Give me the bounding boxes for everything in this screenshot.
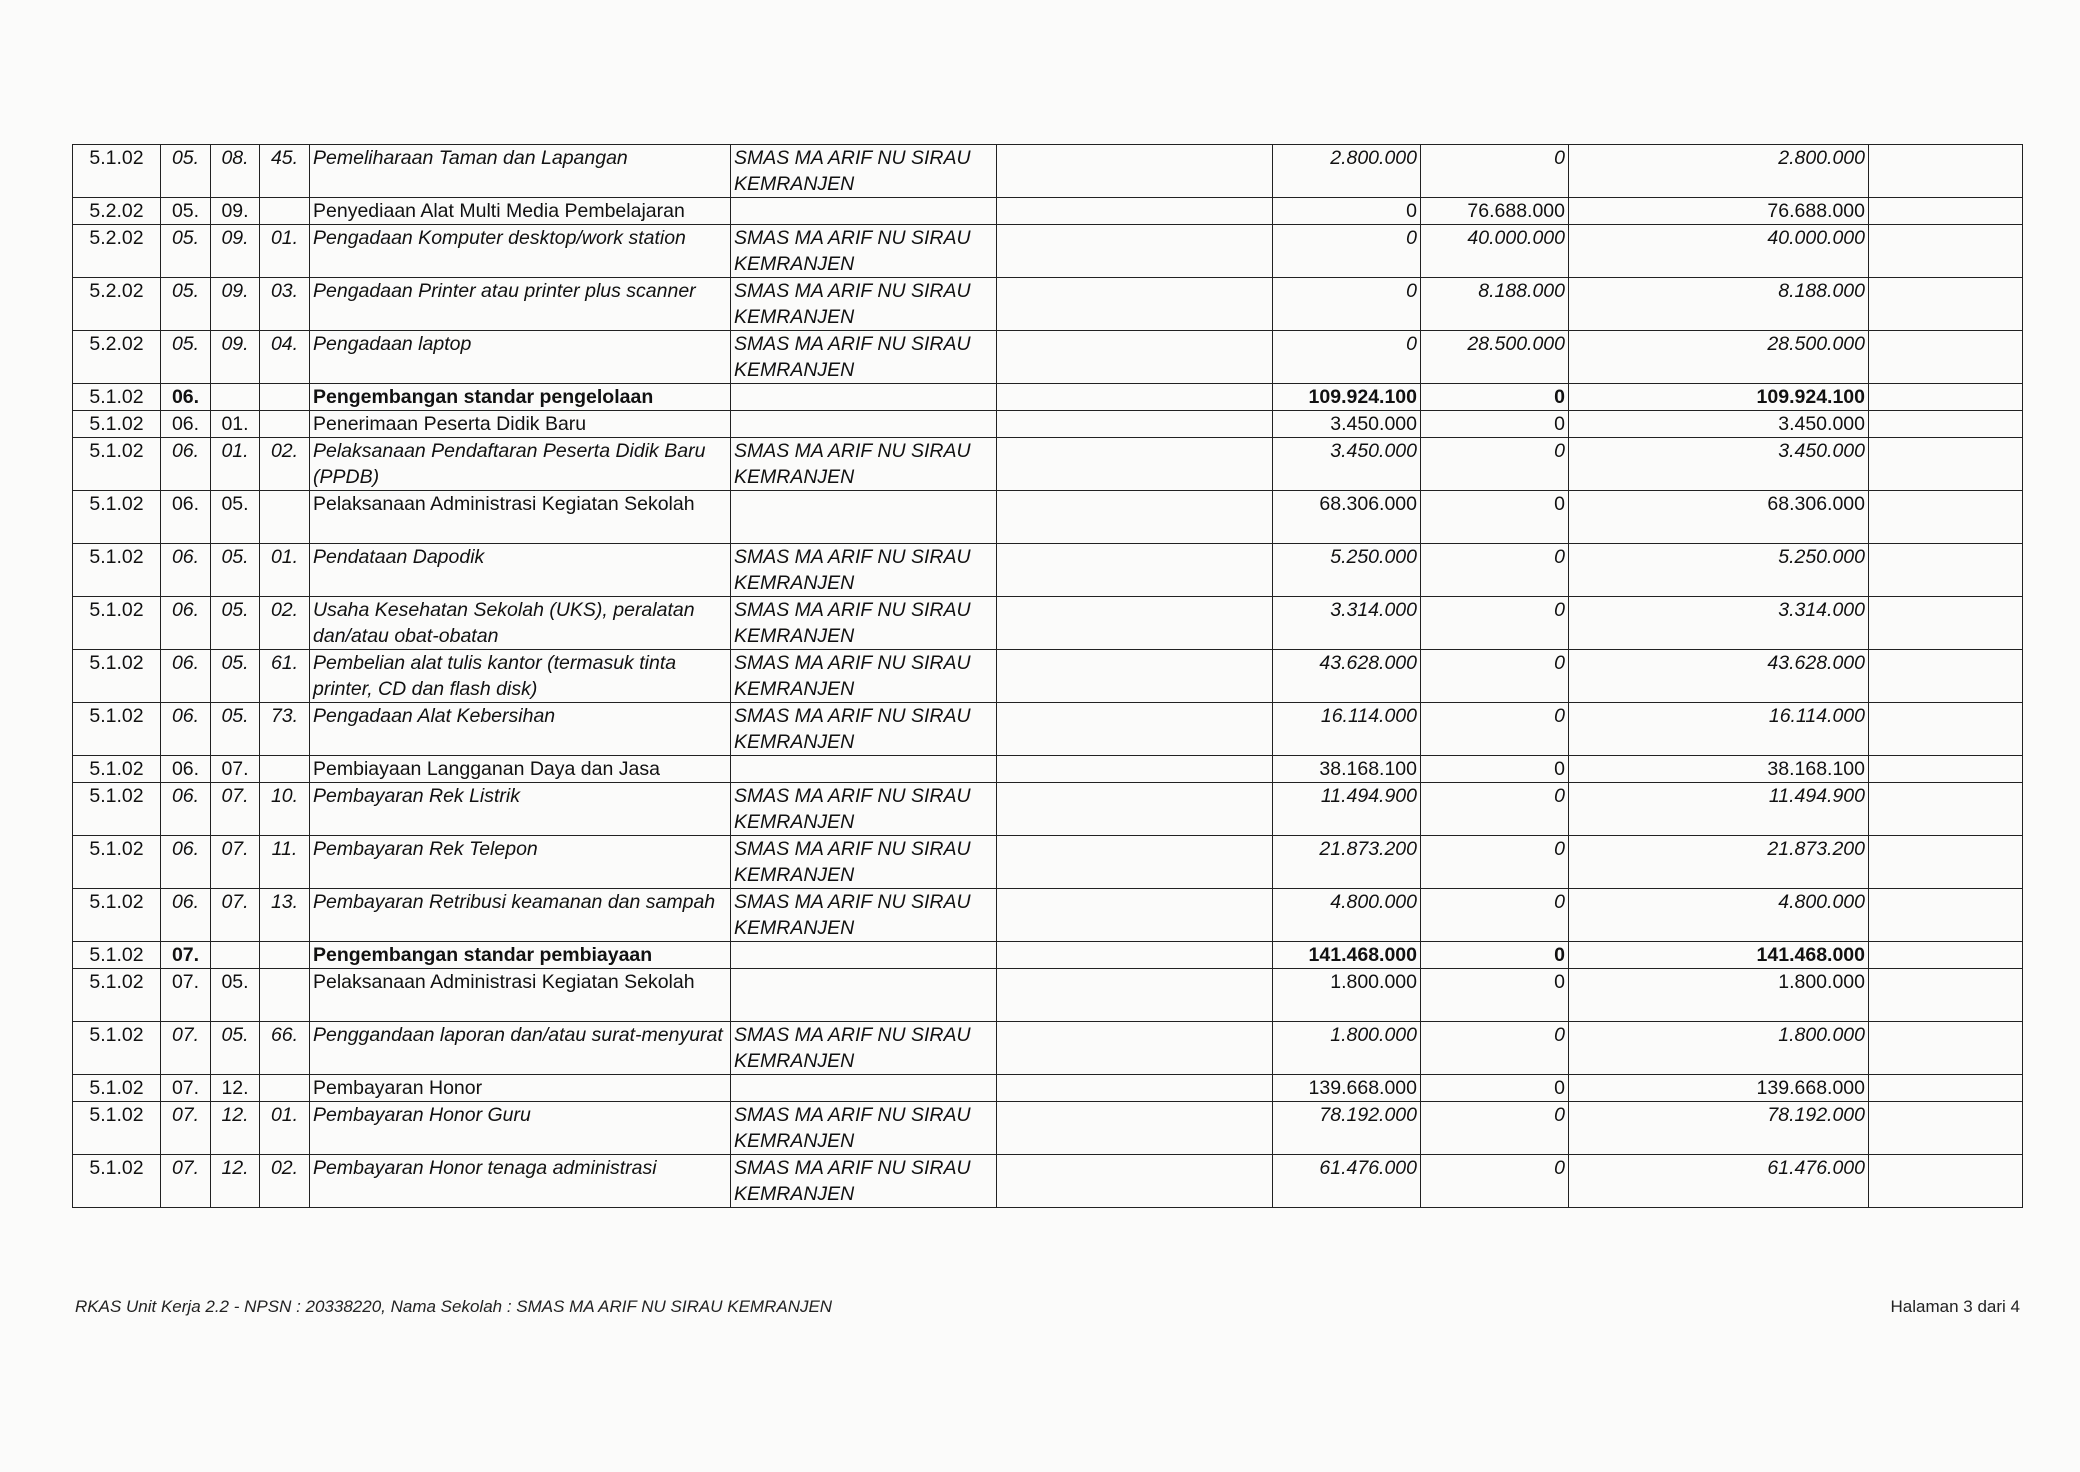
- table-row: [73, 411, 2023, 438]
- segment-2-cell: [211, 384, 260, 411]
- total-cell: 40.000.000: [1569, 225, 1869, 278]
- table-row: [73, 145, 2023, 198]
- segment-1-cell: 05.: [161, 331, 211, 384]
- remarks-cell: [1869, 942, 2023, 969]
- account-code-cell: 5.2.02: [73, 225, 161, 278]
- segment-2-cell: 05.: [211, 544, 260, 597]
- extra-cell: [997, 1102, 1273, 1155]
- segment-1-cell: 07.: [161, 969, 211, 1022]
- location-cell: SMAS MA ARIF NU SIRAU KEMRANJEN: [731, 1102, 997, 1155]
- segment-2-cell: 08.: [211, 145, 260, 198]
- segment-1-cell: 06.: [161, 384, 211, 411]
- total-cell: 141.468.000: [1569, 942, 1869, 969]
- remarks-cell: [1869, 650, 2023, 703]
- account-code-cell: 5.1.02: [73, 1102, 161, 1155]
- segment-2-cell: 05.: [211, 703, 260, 756]
- remarks-cell: [1869, 836, 2023, 889]
- extra-cell: [997, 942, 1273, 969]
- activity-cell: Pelaksanaan Administrasi Kegiatan Sekolah: [310, 491, 731, 544]
- amount-1-cell: 38.168.100: [1273, 756, 1421, 783]
- segment-3-cell: 73.: [260, 703, 310, 756]
- activity-cell: Pembayaran Rek Telepon: [310, 836, 731, 889]
- amount-2-cell: 0: [1421, 836, 1569, 889]
- segment-3-cell: 66.: [260, 1022, 310, 1075]
- segment-1-cell: 06.: [161, 756, 211, 783]
- total-cell: 68.306.000: [1569, 491, 1869, 544]
- amount-2-cell: 0: [1421, 889, 1569, 942]
- total-cell: 5.250.000: [1569, 544, 1869, 597]
- extra-cell: [997, 1155, 1273, 1208]
- activity-cell: Pembelian alat tulis kantor (termasuk tinta printer, CD dan flash disk): [310, 650, 731, 703]
- location-cell: SMAS MA ARIF NU SIRAU KEMRANJEN: [731, 597, 997, 650]
- table-row: [73, 225, 2023, 278]
- remarks-cell: [1869, 783, 2023, 836]
- total-cell: 61.476.000: [1569, 1155, 1869, 1208]
- segment-3-cell: 02.: [260, 438, 310, 491]
- location-cell: [731, 384, 997, 411]
- activity-cell: Pengembangan standar pengelolaan: [310, 384, 731, 411]
- amount-2-cell: 0: [1421, 1155, 1569, 1208]
- activity-cell: Pembayaran Honor Guru: [310, 1102, 731, 1155]
- remarks-cell: [1869, 1102, 2023, 1155]
- amount-2-cell: 0: [1421, 544, 1569, 597]
- table-row: [73, 969, 2023, 1022]
- segment-3-cell: [260, 1075, 310, 1102]
- segment-1-cell: 06.: [161, 597, 211, 650]
- remarks-cell: [1869, 384, 2023, 411]
- segment-1-cell: 06.: [161, 650, 211, 703]
- segment-2-cell: 05.: [211, 969, 260, 1022]
- extra-cell: [997, 756, 1273, 783]
- activity-cell: Pelaksanaan Administrasi Kegiatan Sekolah: [310, 969, 731, 1022]
- segment-3-cell: 03.: [260, 278, 310, 331]
- table-body: [73, 145, 2023, 1208]
- total-cell: 2.800.000: [1569, 145, 1869, 198]
- total-cell: 139.668.000: [1569, 1075, 1869, 1102]
- account-code-cell: 5.1.02: [73, 783, 161, 836]
- location-cell: SMAS MA ARIF NU SIRAU KEMRANJEN: [731, 836, 997, 889]
- segment-2-cell: 12.: [211, 1102, 260, 1155]
- account-code-cell: 5.1.02: [73, 969, 161, 1022]
- account-code-cell: 5.1.02: [73, 384, 161, 411]
- amount-2-cell: 0: [1421, 384, 1569, 411]
- activity-cell: Pendataan Dapodik: [310, 544, 731, 597]
- amount-1-cell: 11.494.900: [1273, 783, 1421, 836]
- extra-cell: [997, 889, 1273, 942]
- remarks-cell: [1869, 969, 2023, 1022]
- table-row: [73, 198, 2023, 225]
- extra-cell: [997, 384, 1273, 411]
- remarks-cell: [1869, 198, 2023, 225]
- location-cell: SMAS MA ARIF NU SIRAU KEMRANJEN: [731, 544, 997, 597]
- location-cell: [731, 411, 997, 438]
- remarks-cell: [1869, 889, 2023, 942]
- amount-1-cell: 0: [1273, 278, 1421, 331]
- amount-1-cell: 16.114.000: [1273, 703, 1421, 756]
- extra-cell: [997, 438, 1273, 491]
- extra-cell: [997, 597, 1273, 650]
- total-cell: 11.494.900: [1569, 783, 1869, 836]
- extra-cell: [997, 198, 1273, 225]
- amount-2-cell: 0: [1421, 969, 1569, 1022]
- segment-2-cell: 05.: [211, 597, 260, 650]
- account-code-cell: 5.1.02: [73, 703, 161, 756]
- segment-2-cell: 12.: [211, 1075, 260, 1102]
- total-cell: 4.800.000: [1569, 889, 1869, 942]
- segment-1-cell: 06.: [161, 703, 211, 756]
- table-row: [73, 650, 2023, 703]
- table-row: [73, 1075, 2023, 1102]
- segment-2-cell: 07.: [211, 783, 260, 836]
- segment-1-cell: 06.: [161, 836, 211, 889]
- segment-3-cell: 11.: [260, 836, 310, 889]
- extra-cell: [997, 1022, 1273, 1075]
- segment-2-cell: 07.: [211, 756, 260, 783]
- amount-1-cell: 21.873.200: [1273, 836, 1421, 889]
- remarks-cell: [1869, 225, 2023, 278]
- amount-2-cell: 76.688.000: [1421, 198, 1569, 225]
- segment-2-cell: 05.: [211, 1022, 260, 1075]
- amount-1-cell: 109.924.100: [1273, 384, 1421, 411]
- account-code-cell: 5.1.02: [73, 942, 161, 969]
- extra-cell: [997, 650, 1273, 703]
- account-code-cell: 5.1.02: [73, 1022, 161, 1075]
- table-row: [73, 783, 2023, 836]
- segment-1-cell: 05.: [161, 225, 211, 278]
- table-row: [73, 1022, 2023, 1075]
- activity-cell: Usaha Kesehatan Sekolah (UKS), peralatan dan/atau obat-obatan: [310, 597, 731, 650]
- total-cell: 3.450.000: [1569, 438, 1869, 491]
- extra-cell: [997, 836, 1273, 889]
- extra-cell: [997, 783, 1273, 836]
- amount-2-cell: 0: [1421, 1075, 1569, 1102]
- amount-2-cell: 0: [1421, 703, 1569, 756]
- location-cell: [731, 942, 997, 969]
- amount-1-cell: 141.468.000: [1273, 942, 1421, 969]
- table-row: [73, 544, 2023, 597]
- extra-cell: [997, 1075, 1273, 1102]
- account-code-cell: 5.1.02: [73, 1075, 161, 1102]
- total-cell: 1.800.000: [1569, 969, 1869, 1022]
- segment-2-cell: [211, 942, 260, 969]
- segment-2-cell: 07.: [211, 889, 260, 942]
- activity-cell: Pengembangan standar pembiayaan: [310, 942, 731, 969]
- remarks-cell: [1869, 1022, 2023, 1075]
- account-code-cell: 5.2.02: [73, 278, 161, 331]
- total-cell: 28.500.000: [1569, 331, 1869, 384]
- segment-1-cell: 07.: [161, 942, 211, 969]
- remarks-cell: [1869, 491, 2023, 544]
- amount-1-cell: 78.192.000: [1273, 1102, 1421, 1155]
- location-cell: SMAS MA ARIF NU SIRAU KEMRANJEN: [731, 703, 997, 756]
- amount-2-cell: 0: [1421, 145, 1569, 198]
- account-code-cell: 5.1.02: [73, 411, 161, 438]
- segment-2-cell: 01.: [211, 438, 260, 491]
- segment-1-cell: 07.: [161, 1075, 211, 1102]
- table-row: [73, 278, 2023, 331]
- account-code-cell: 5.1.02: [73, 438, 161, 491]
- location-cell: SMAS MA ARIF NU SIRAU KEMRANJEN: [731, 650, 997, 703]
- amount-2-cell: 40.000.000: [1421, 225, 1569, 278]
- amount-1-cell: 68.306.000: [1273, 491, 1421, 544]
- segment-3-cell: [260, 756, 310, 783]
- extra-cell: [997, 703, 1273, 756]
- table-row: [73, 491, 2023, 544]
- activity-cell: Pembayaran Rek Listrik: [310, 783, 731, 836]
- segment-2-cell: 09.: [211, 198, 260, 225]
- amount-2-cell: 0: [1421, 1022, 1569, 1075]
- table-row: [73, 756, 2023, 783]
- segment-2-cell: 01.: [211, 411, 260, 438]
- segment-3-cell: 01.: [260, 1102, 310, 1155]
- page-footer: [75, 1297, 2020, 1317]
- activity-cell: Pengadaan Printer atau printer plus scanner: [310, 278, 731, 331]
- account-code-cell: 5.2.02: [73, 331, 161, 384]
- activity-cell: Pembayaran Retribusi keamanan dan sampah: [310, 889, 731, 942]
- account-code-cell: 5.1.02: [73, 889, 161, 942]
- segment-3-cell: 04.: [260, 331, 310, 384]
- amount-1-cell: 3.450.000: [1273, 438, 1421, 491]
- amount-1-cell: 4.800.000: [1273, 889, 1421, 942]
- amount-2-cell: 0: [1421, 597, 1569, 650]
- total-cell: 1.800.000: [1569, 1022, 1869, 1075]
- total-cell: 3.314.000: [1569, 597, 1869, 650]
- location-cell: SMAS MA ARIF NU SIRAU KEMRANJEN: [731, 438, 997, 491]
- activity-cell: Pembayaran Honor tenaga administrasi: [310, 1155, 731, 1208]
- segment-1-cell: 07.: [161, 1022, 211, 1075]
- amount-1-cell: 0: [1273, 331, 1421, 384]
- segment-3-cell: 02.: [260, 1155, 310, 1208]
- segment-3-cell: [260, 969, 310, 1022]
- footer-school-info: RKAS Unit Kerja 2.2 - NPSN : 20338220, Nama Sekolah : SMAS MA ARIF NU SIRAU KEMRANJEN: [75, 1297, 833, 1316]
- remarks-cell: [1869, 703, 2023, 756]
- amount-1-cell: 43.628.000: [1273, 650, 1421, 703]
- activity-cell: Penyediaan Alat Multi Media Pembelajaran: [310, 198, 731, 225]
- amount-2-cell: 0: [1421, 650, 1569, 703]
- amount-1-cell: 3.450.000: [1273, 411, 1421, 438]
- table-row: [73, 889, 2023, 942]
- location-cell: SMAS MA ARIF NU SIRAU KEMRANJEN: [731, 278, 997, 331]
- extra-cell: [997, 491, 1273, 544]
- location-cell: [731, 491, 997, 544]
- location-cell: [731, 756, 997, 783]
- amount-1-cell: 0: [1273, 225, 1421, 278]
- segment-2-cell: 12.: [211, 1155, 260, 1208]
- activity-cell: Pengadaan Komputer desktop/work station: [310, 225, 731, 278]
- segment-3-cell: [260, 491, 310, 544]
- segment-3-cell: 13.: [260, 889, 310, 942]
- segment-2-cell: 07.: [211, 836, 260, 889]
- table-row: [73, 597, 2023, 650]
- table-row: [73, 331, 2023, 384]
- amount-2-cell: 28.500.000: [1421, 331, 1569, 384]
- remarks-cell: [1869, 331, 2023, 384]
- remarks-cell: [1869, 1075, 2023, 1102]
- segment-2-cell: 05.: [211, 650, 260, 703]
- location-cell: SMAS MA ARIF NU SIRAU KEMRANJEN: [731, 1022, 997, 1075]
- segment-3-cell: [260, 384, 310, 411]
- table-row: [73, 703, 2023, 756]
- amount-2-cell: 8.188.000: [1421, 278, 1569, 331]
- segment-1-cell: 06.: [161, 783, 211, 836]
- account-code-cell: 5.1.02: [73, 836, 161, 889]
- remarks-cell: [1869, 438, 2023, 491]
- extra-cell: [997, 145, 1273, 198]
- amount-1-cell: 139.668.000: [1273, 1075, 1421, 1102]
- remarks-cell: [1869, 145, 2023, 198]
- activity-cell: Penerimaan Peserta Didik Baru: [310, 411, 731, 438]
- amount-1-cell: 3.314.000: [1273, 597, 1421, 650]
- amount-2-cell: 0: [1421, 756, 1569, 783]
- account-code-cell: 5.1.02: [73, 544, 161, 597]
- activity-cell: Pengadaan laptop: [310, 331, 731, 384]
- amount-2-cell: 0: [1421, 438, 1569, 491]
- location-cell: [731, 1075, 997, 1102]
- segment-1-cell: 06.: [161, 411, 211, 438]
- amount-1-cell: 5.250.000: [1273, 544, 1421, 597]
- segment-2-cell: 09.: [211, 225, 260, 278]
- amount-2-cell: 0: [1421, 411, 1569, 438]
- table-row: [73, 942, 2023, 969]
- table-row: [73, 384, 2023, 411]
- account-code-cell: 5.2.02: [73, 198, 161, 225]
- segment-3-cell: 10.: [260, 783, 310, 836]
- footer-page-number: Halaman 3 dari 4: [1890, 1297, 2020, 1316]
- location-cell: SMAS MA ARIF NU SIRAU KEMRANJEN: [731, 331, 997, 384]
- location-cell: SMAS MA ARIF NU SIRAU KEMRANJEN: [731, 1155, 997, 1208]
- segment-2-cell: 05.: [211, 491, 260, 544]
- segment-3-cell: [260, 942, 310, 969]
- segment-3-cell: [260, 411, 310, 438]
- table-row: [73, 836, 2023, 889]
- activity-cell: Pelaksanaan Pendaftaran Peserta Didik Baru (PPDB): [310, 438, 731, 491]
- segment-3-cell: 02.: [260, 597, 310, 650]
- total-cell: 16.114.000: [1569, 703, 1869, 756]
- total-cell: 78.192.000: [1569, 1102, 1869, 1155]
- total-cell: 43.628.000: [1569, 650, 1869, 703]
- amount-1-cell: 1.800.000: [1273, 1022, 1421, 1075]
- location-cell: SMAS MA ARIF NU SIRAU KEMRANJEN: [731, 225, 997, 278]
- budget-table: [72, 144, 2023, 1208]
- location-cell: [731, 198, 997, 225]
- amount-2-cell: 0: [1421, 783, 1569, 836]
- remarks-cell: [1869, 278, 2023, 331]
- amount-2-cell: 0: [1421, 491, 1569, 544]
- segment-3-cell: 01.: [260, 225, 310, 278]
- table-row: [73, 1102, 2023, 1155]
- account-code-cell: 5.1.02: [73, 491, 161, 544]
- activity-cell: Pembiayaan Langganan Daya dan Jasa: [310, 756, 731, 783]
- table-row: [73, 438, 2023, 491]
- account-code-cell: 5.1.02: [73, 650, 161, 703]
- total-cell: 76.688.000: [1569, 198, 1869, 225]
- location-cell: [731, 969, 997, 1022]
- table-row: [73, 1155, 2023, 1208]
- location-cell: SMAS MA ARIF NU SIRAU KEMRANJEN: [731, 145, 997, 198]
- activity-cell: Pengadaan Alat Kebersihan: [310, 703, 731, 756]
- account-code-cell: 5.1.02: [73, 1155, 161, 1208]
- segment-2-cell: 09.: [211, 278, 260, 331]
- account-code-cell: 5.1.02: [73, 597, 161, 650]
- account-code-cell: 5.1.02: [73, 756, 161, 783]
- total-cell: 3.450.000: [1569, 411, 1869, 438]
- total-cell: 38.168.100: [1569, 756, 1869, 783]
- activity-cell: Pemeliharaan Taman dan Lapangan: [310, 145, 731, 198]
- segment-1-cell: 05.: [161, 278, 211, 331]
- total-cell: 8.188.000: [1569, 278, 1869, 331]
- account-code-cell: 5.1.02: [73, 145, 161, 198]
- segment-1-cell: 05.: [161, 145, 211, 198]
- segment-1-cell: 06.: [161, 438, 211, 491]
- segment-1-cell: 06.: [161, 491, 211, 544]
- location-cell: SMAS MA ARIF NU SIRAU KEMRANJEN: [731, 889, 997, 942]
- extra-cell: [997, 278, 1273, 331]
- total-cell: 109.924.100: [1569, 384, 1869, 411]
- segment-3-cell: [260, 198, 310, 225]
- segment-3-cell: 45.: [260, 145, 310, 198]
- location-cell: SMAS MA ARIF NU SIRAU KEMRANJEN: [731, 783, 997, 836]
- activity-cell: Penggandaan laporan dan/atau surat-menyurat: [310, 1022, 731, 1075]
- segment-1-cell: 06.: [161, 889, 211, 942]
- extra-cell: [997, 969, 1273, 1022]
- segment-3-cell: 61.: [260, 650, 310, 703]
- segment-2-cell: 09.: [211, 331, 260, 384]
- activity-cell: Pembayaran Honor: [310, 1075, 731, 1102]
- amount-2-cell: 0: [1421, 1102, 1569, 1155]
- extra-cell: [997, 225, 1273, 278]
- remarks-cell: [1869, 1155, 2023, 1208]
- amount-1-cell: 1.800.000: [1273, 969, 1421, 1022]
- amount-1-cell: 2.800.000: [1273, 145, 1421, 198]
- segment-1-cell: 06.: [161, 544, 211, 597]
- remarks-cell: [1869, 411, 2023, 438]
- extra-cell: [997, 411, 1273, 438]
- amount-1-cell: 61.476.000: [1273, 1155, 1421, 1208]
- extra-cell: [997, 544, 1273, 597]
- segment-1-cell: 07.: [161, 1155, 211, 1208]
- remarks-cell: [1869, 544, 2023, 597]
- remarks-cell: [1869, 597, 2023, 650]
- segment-1-cell: 07.: [161, 1102, 211, 1155]
- remarks-cell: [1869, 756, 2023, 783]
- amount-1-cell: 0: [1273, 198, 1421, 225]
- total-cell: 21.873.200: [1569, 836, 1869, 889]
- segment-3-cell: 01.: [260, 544, 310, 597]
- extra-cell: [997, 331, 1273, 384]
- segment-1-cell: 05.: [161, 198, 211, 225]
- amount-2-cell: 0: [1421, 942, 1569, 969]
